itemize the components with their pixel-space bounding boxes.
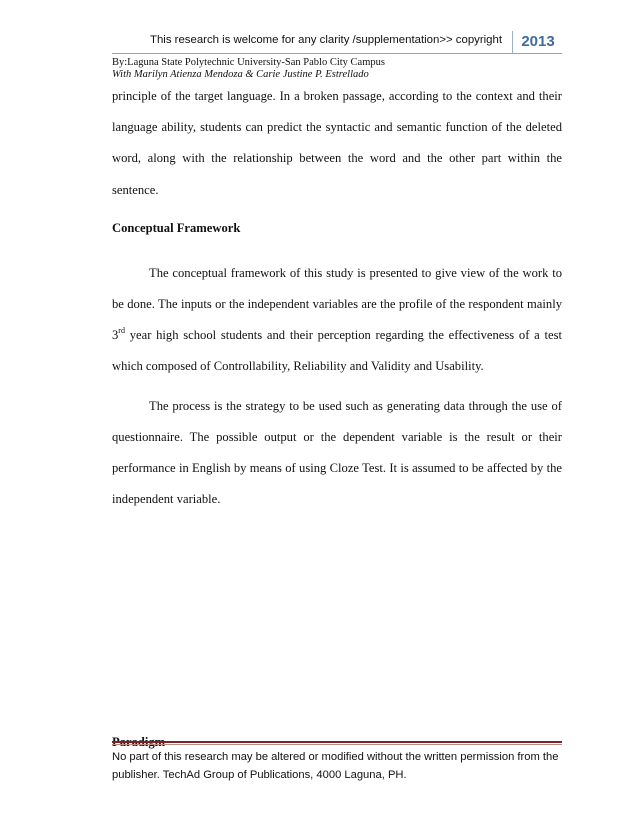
footer-divider-thin — [112, 744, 562, 745]
footer-divider — [112, 741, 562, 743]
byline — [112, 57, 385, 81]
header-year: 2013 — [512, 31, 563, 53]
paragraph-text-part1: The conceptual framework of this study is presented to give view of the work to be done. The inputs or the independent variables are the profile of the respondent mainly 3 — [112, 265, 562, 343]
byline-institution: By:Laguna State Polytechnic University-San Pablo City Campus — [112, 57, 385, 68]
ordinal-superscript: rd — [118, 326, 125, 336]
section-heading-conceptual-framework: Conceptual Framework — [112, 220, 241, 235]
footer-notice: No part of this research may be altered or modified without the written permission from the publisher. TechAd Group of Publications, 4000 Laguna, PH. — [112, 751, 559, 781]
header-divider — [112, 53, 562, 54]
paragraph-text-part2: year high school students and their perception regarding the effectiveness of a test which composed of Controllability, Reliability and Validity and Usability. — [112, 328, 562, 374]
paragraph-process: The process is the strategy to be used such as generating data through the use of questionnaire. The possible output or the dependent variable is the result or their performance in English by means of using Cloze Test. It is assumed to be affected by the independent variable. — [112, 398, 562, 507]
running-header: This research is welcome for any clarity /supplementation>> copyright — [150, 34, 503, 46]
paragraph-conceptual-framework — [112, 258, 562, 383]
byline-authors: With Marilyn Atienza Mendoza & Carie Justine P. Estrellado — [112, 69, 369, 80]
page-body — [112, 81, 562, 752]
paragraph-continuation: principle of the target language. In a broken passage, according to the context and their language ability, students can predict the syntactic and semantic function of the deleted word, along with the relationship between the word and the other part within the sentence. — [112, 89, 562, 197]
